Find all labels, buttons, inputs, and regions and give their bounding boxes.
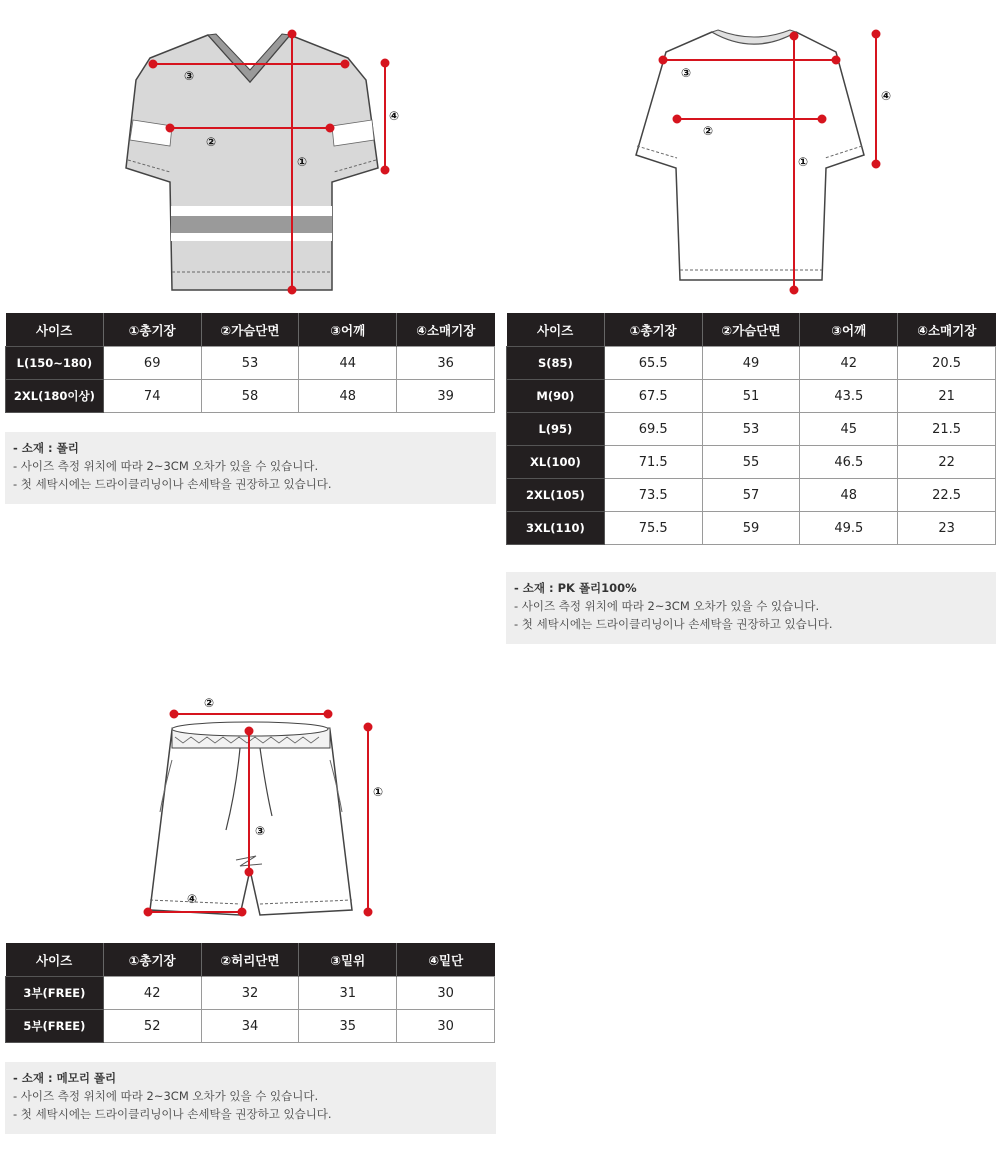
value-cell: 55 bbox=[702, 446, 800, 479]
material-note-tshirt bbox=[506, 572, 996, 644]
header-shoulder: ③어깨 bbox=[800, 313, 898, 347]
marker-1: ① bbox=[373, 785, 384, 799]
value-cell: 49 bbox=[702, 347, 800, 380]
tolerance-line: - 사이즈 측정 위치에 따라 2~3CM 오차가 있을 수 있습니다. bbox=[514, 599, 820, 613]
value-cell: 35 bbox=[299, 1010, 397, 1043]
value-cell: 57 bbox=[702, 479, 800, 512]
value-cell: 75.5 bbox=[604, 512, 702, 545]
header-total-length: ①총기장 bbox=[103, 943, 201, 977]
value-cell: 20.5 bbox=[898, 347, 996, 380]
value-cell: 48 bbox=[299, 380, 397, 413]
marker-3: ③ bbox=[681, 66, 692, 80]
value-cell: 52 bbox=[103, 1010, 201, 1043]
value-cell: 36 bbox=[397, 347, 495, 380]
value-cell: 32 bbox=[201, 977, 299, 1010]
table-row bbox=[507, 479, 996, 512]
value-cell: 43.5 bbox=[800, 380, 898, 413]
header-size: 사이즈 bbox=[6, 943, 104, 977]
marker-3: ③ bbox=[184, 69, 195, 83]
value-cell: 30 bbox=[397, 1010, 495, 1043]
tshirt-illustration bbox=[620, 20, 910, 300]
value-cell: 23 bbox=[898, 512, 996, 545]
tolerance-line: - 사이즈 측정 위치에 따라 2~3CM 오차가 있을 수 있습니다. bbox=[13, 1089, 319, 1103]
marker-2: ② bbox=[703, 124, 714, 138]
value-cell: 48 bbox=[800, 479, 898, 512]
value-cell: 71.5 bbox=[604, 446, 702, 479]
value-cell: 74 bbox=[103, 380, 201, 413]
size-cell: XL(100) bbox=[507, 446, 605, 479]
value-cell: 46.5 bbox=[800, 446, 898, 479]
size-cell: 2XL(180이상) bbox=[6, 380, 104, 413]
value-cell: 65.5 bbox=[604, 347, 702, 380]
value-cell: 69 bbox=[103, 347, 201, 380]
care-line: - 첫 세탁시에는 드라이클리닝이나 손세탁을 권장하고 있습니다. bbox=[13, 477, 332, 491]
shorts-illustration bbox=[140, 690, 400, 920]
value-cell: 53 bbox=[702, 413, 800, 446]
value-cell: 21 bbox=[898, 380, 996, 413]
material-note-shorts bbox=[5, 1062, 496, 1134]
table-header-row bbox=[507, 313, 996, 347]
value-cell: 58 bbox=[201, 380, 299, 413]
size-table-shorts bbox=[5, 943, 495, 1043]
table-row bbox=[507, 512, 996, 545]
value-cell: 59 bbox=[702, 512, 800, 545]
header-chest: ②가슴단면 bbox=[201, 313, 299, 347]
tolerance-line: - 사이즈 측정 위치에 따라 2~3CM 오차가 있을 수 있습니다. bbox=[13, 459, 319, 473]
material-line: - 소재 : PK 폴리100% bbox=[514, 581, 637, 595]
size-cell: L(95) bbox=[507, 413, 605, 446]
size-cell: S(85) bbox=[507, 347, 605, 380]
header-chest: ②가슴단면 bbox=[702, 313, 800, 347]
marker-3: ③ bbox=[255, 824, 266, 838]
table-row bbox=[507, 413, 996, 446]
header-size: 사이즈 bbox=[6, 313, 104, 347]
header-waist: ②허리단면 bbox=[201, 943, 299, 977]
value-cell: 31 bbox=[299, 977, 397, 1010]
value-cell: 34 bbox=[201, 1010, 299, 1043]
value-cell: 39 bbox=[397, 380, 495, 413]
marker-1: ① bbox=[798, 155, 809, 169]
table-row bbox=[6, 1010, 495, 1043]
care-line: - 첫 세탁시에는 드라이클리닝이나 손세탁을 권장하고 있습니다. bbox=[13, 1107, 332, 1121]
care-line: - 첫 세탁시에는 드라이클리닝이나 손세탁을 권장하고 있습니다. bbox=[514, 617, 833, 631]
value-cell: 53 bbox=[201, 347, 299, 380]
value-cell: 69.5 bbox=[604, 413, 702, 446]
table-row bbox=[507, 347, 996, 380]
marker-2: ② bbox=[206, 135, 217, 149]
value-cell: 67.5 bbox=[604, 380, 702, 413]
value-cell: 73.5 bbox=[604, 479, 702, 512]
marker-4: ④ bbox=[389, 109, 400, 123]
value-cell: 22.5 bbox=[898, 479, 996, 512]
marker-4: ④ bbox=[881, 89, 892, 103]
header-sleeve: ④소매기장 bbox=[898, 313, 996, 347]
table-row bbox=[6, 347, 495, 380]
header-size: 사이즈 bbox=[507, 313, 605, 347]
value-cell: 49.5 bbox=[800, 512, 898, 545]
marker-2: ② bbox=[204, 696, 215, 710]
table-row bbox=[507, 446, 996, 479]
material-line: - 소재 : 폴리 bbox=[13, 441, 79, 455]
header-sleeve: ④소매기장 bbox=[397, 313, 495, 347]
size-cell: L(150~180) bbox=[6, 347, 104, 380]
table-header-row bbox=[6, 313, 495, 347]
table-row bbox=[507, 380, 996, 413]
material-note-jersey bbox=[5, 432, 496, 504]
header-total-length: ①총기장 bbox=[604, 313, 702, 347]
size-cell: 3XL(110) bbox=[507, 512, 605, 545]
value-cell: 22 bbox=[898, 446, 996, 479]
value-cell: 44 bbox=[299, 347, 397, 380]
size-cell: 2XL(105) bbox=[507, 479, 605, 512]
size-table-tshirt bbox=[506, 313, 996, 545]
value-cell: 30 bbox=[397, 977, 495, 1010]
header-hem: ④밑단 bbox=[397, 943, 495, 977]
marker-4: ④ bbox=[187, 892, 198, 906]
value-cell: 42 bbox=[103, 977, 201, 1010]
material-line: - 소재 : 메모리 폴리 bbox=[13, 1071, 117, 1085]
value-cell: 51 bbox=[702, 380, 800, 413]
marker-1: ① bbox=[297, 155, 308, 169]
header-rise: ③밑위 bbox=[299, 943, 397, 977]
value-cell: 42 bbox=[800, 347, 898, 380]
size-cell: M(90) bbox=[507, 380, 605, 413]
value-cell: 21.5 bbox=[898, 413, 996, 446]
size-cell: 3부(FREE) bbox=[6, 977, 104, 1010]
vneck-jersey-illustration bbox=[120, 25, 420, 300]
header-shoulder: ③어깨 bbox=[299, 313, 397, 347]
size-table-jersey bbox=[5, 313, 495, 413]
header-total-length: ①총기장 bbox=[103, 313, 201, 347]
table-row bbox=[6, 380, 495, 413]
table-header-row bbox=[6, 943, 495, 977]
value-cell: 45 bbox=[800, 413, 898, 446]
table-row bbox=[6, 977, 495, 1010]
size-cell: 5부(FREE) bbox=[6, 1010, 104, 1043]
